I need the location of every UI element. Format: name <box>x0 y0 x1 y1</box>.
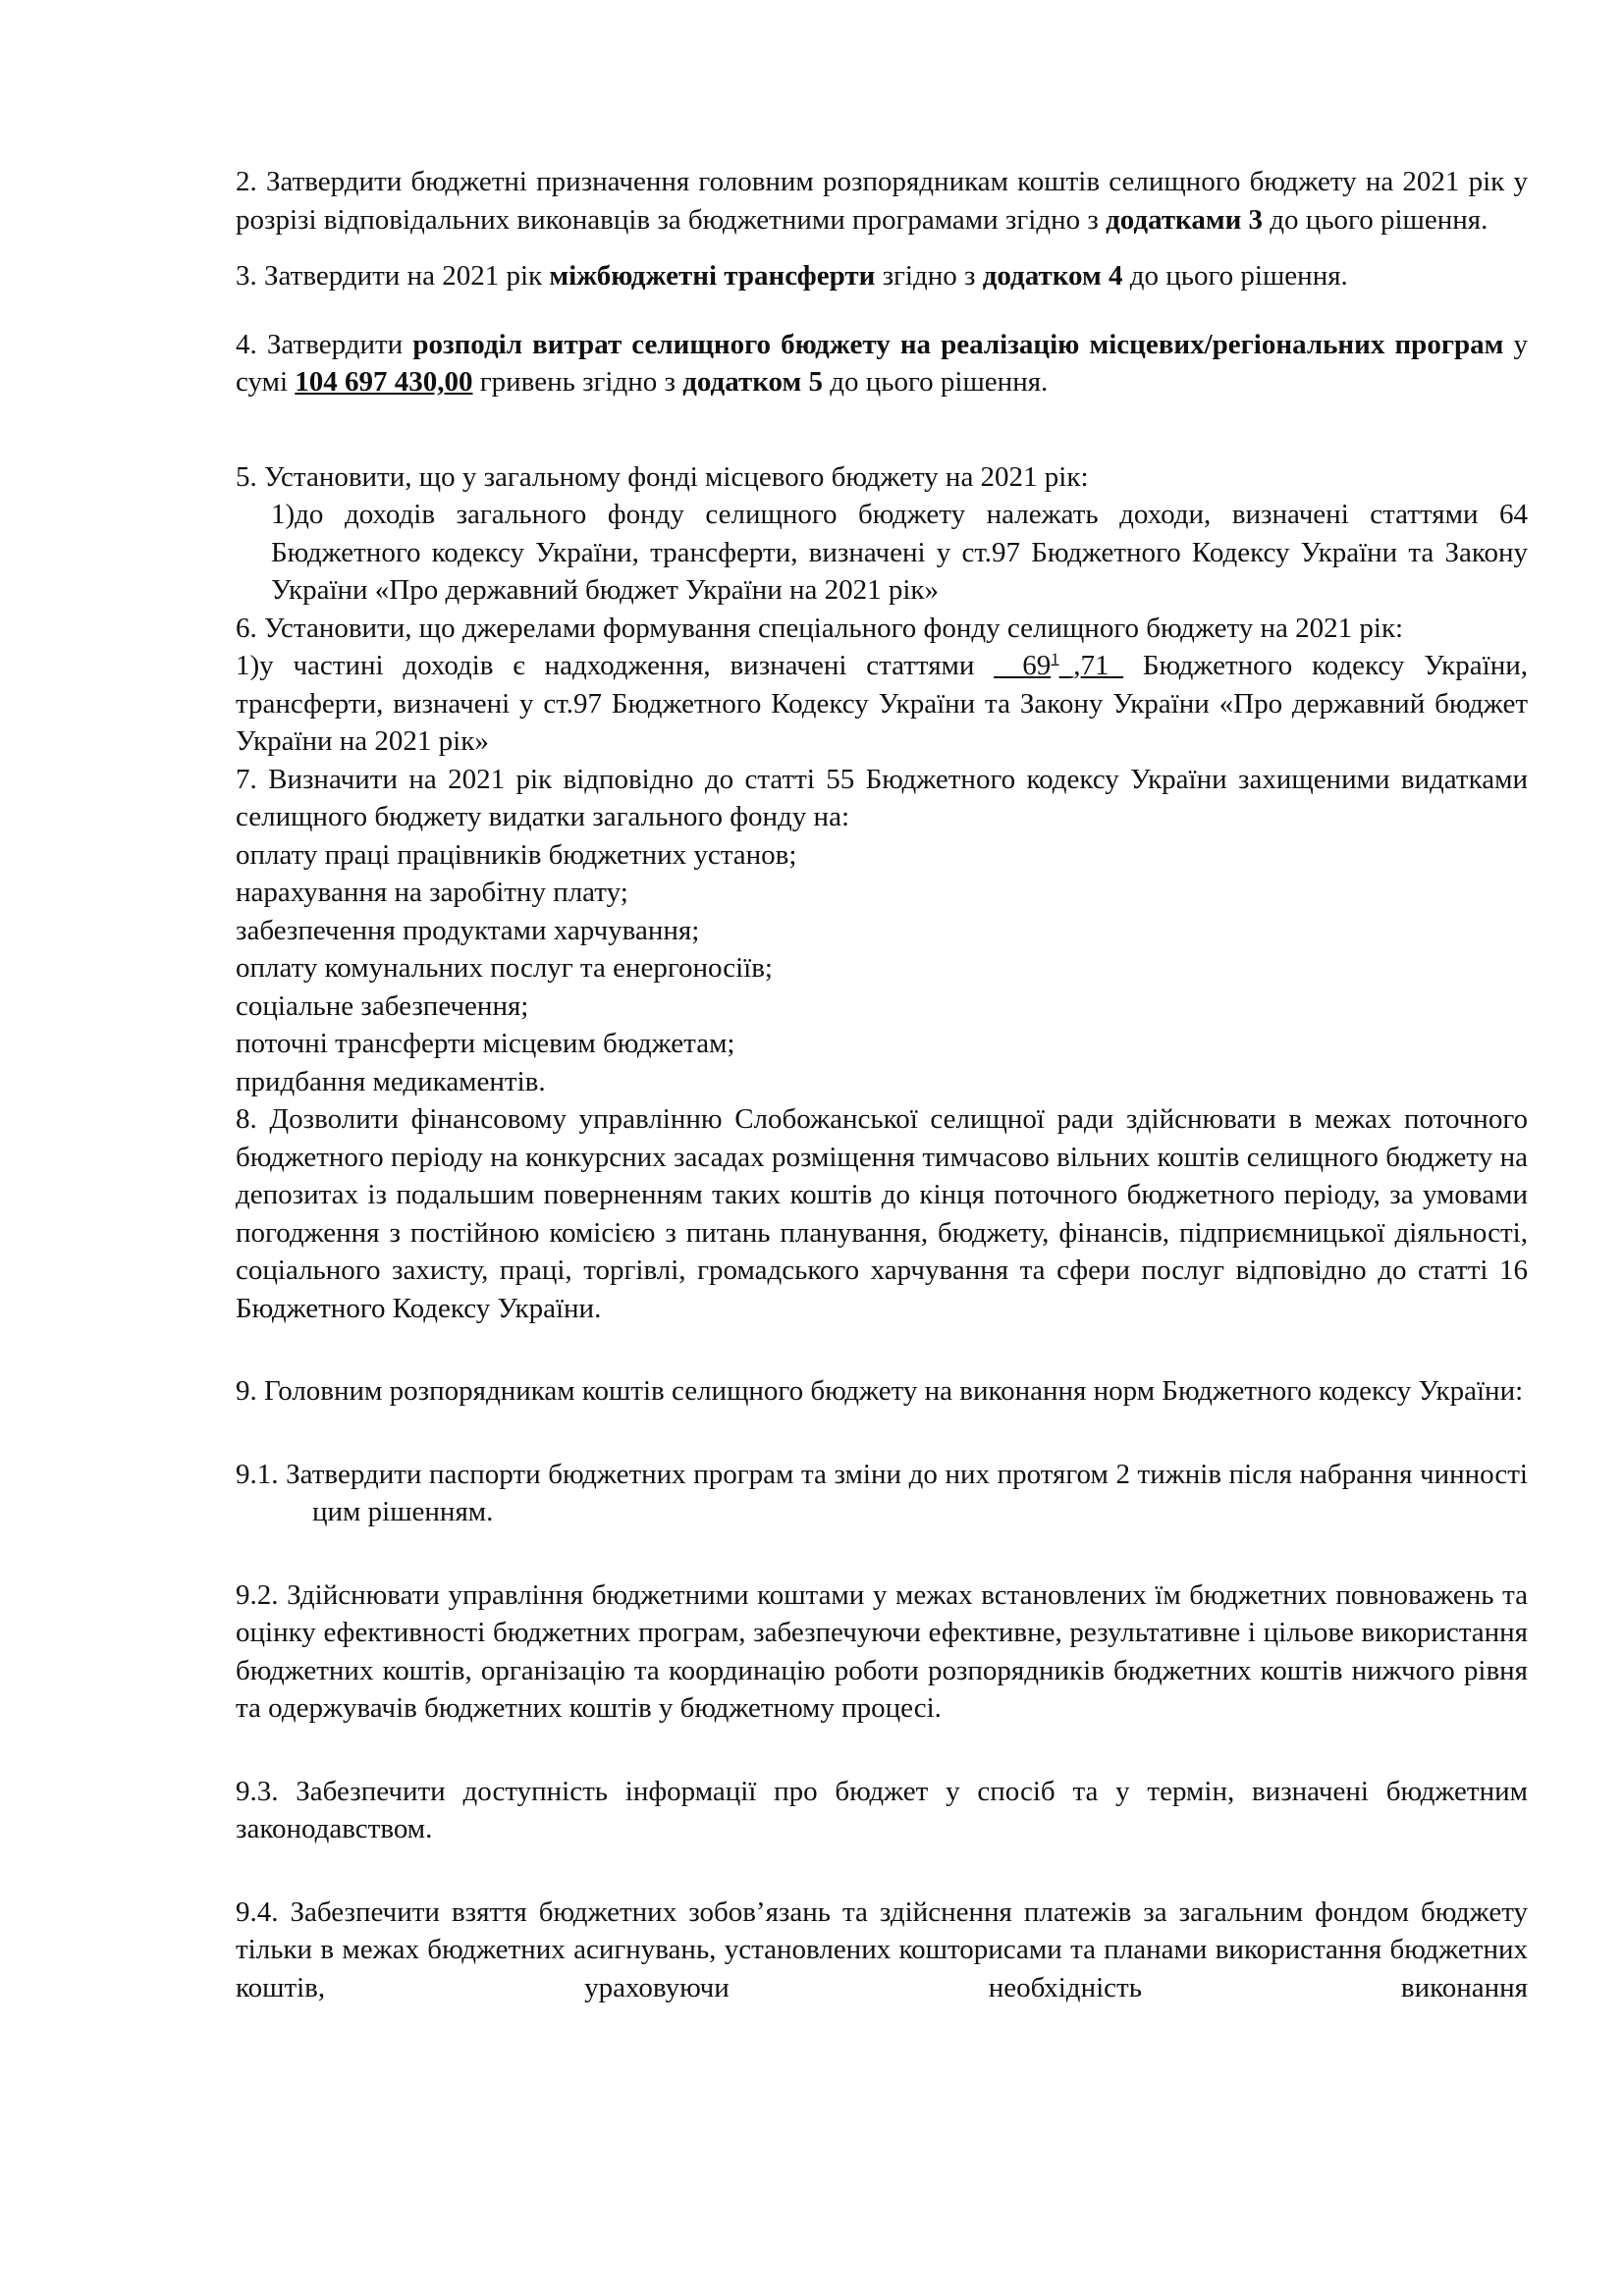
protected-item-3: забезпечення продуктами харчування; <box>236 914 700 946</box>
paragraph-2-bold: додатками 3 <box>1106 203 1264 236</box>
article-superscript: 1 <box>1051 649 1059 668</box>
paragraph-6-item-1 <box>236 647 1528 761</box>
protected-item-4: оплату комунальних послуг та енергоносіїв; <box>236 952 773 984</box>
paragraph-6-item-tail: Бюджетного кодексу України, трансферти, визначені у ст.97 Бюджетного Кодексу України та Закону України «Про державний бюджет України на 2021 рік» <box>236 650 1528 757</box>
document-page <box>236 163 1528 2006</box>
paragraph-9-2: 9.2. Здійснювати управління бюджетними коштами у межах встановлених їм бюджетних повноважень та оцінку ефективності бюджетних програм, забезпечуючи ефективне, результативне і цільове використання бюджетних коштів, організацію та координацію роботи розпорядників бюджетних коштів нижчого рівня та одержувачів бюджетних коштів у бюджетному процесі. <box>236 1578 1528 1724</box>
protected-item-5: соціальне забезпечення; <box>236 989 529 1022</box>
paragraph-4-mid: у сумі <box>236 328 1528 398</box>
paragraph-9-1: 9.1. Затвердити паспорти бюджетних програм та зміни до них протягом 2 тижнів після набрання чинності цим рішенням. <box>236 1458 1528 1527</box>
paragraph-8: 8. Дозволити фінансовому управлінню Слобожанської селищної ради здійснювати в межах поточного бюджетного періоду на конкурсних засадах розміщення тимчасово вільних коштів селищного бюджету на депозитах із подальшим поверненням таких коштів до кінця поточного бюджетного періоду, за умовами погодження з постійною комісією з питань планування, бюджету, фінансів, підприємницької діяльності, соціального захисту, праці, торгівлі, громадського харчування та сфери послуг відповідно до статті 16 Бюджетного Кодексу України. <box>236 1103 1528 1324</box>
paragraph-4-bold-annex: додатком 5 <box>682 366 823 398</box>
paragraph-4 <box>236 326 1528 401</box>
paragraph-3-bold-transfers: міжбюджетні трансферти <box>549 260 876 292</box>
paragraph-3-text: 3. Затвердити на 2021 рік <box>236 260 550 292</box>
paragraph-4-mid2: гривень згідно з <box>472 366 683 398</box>
protected-item-7: придбання медикаментів. <box>236 1065 546 1097</box>
paragraph-3-mid: згідно з <box>875 260 983 292</box>
paragraph-6-item-text: 1)у частині доходів є надходження, визначені статтями <box>236 650 995 681</box>
paragraph-7-heading: 7. Визначити на 2021 рік відповідно до статті 55 Бюджетного кодексу України захищеними видатками селищного бюджету видатки загального фонду на: <box>236 763 1528 832</box>
article-number-71: _,71_ <box>1058 650 1123 681</box>
paragraph-5-item-1: 1)до доходів загального фонду селищного бюджету належать доходи, визначені статтями 64 Бюджетного кодексу України, трансферти, визначені у ст.97 Бюджетного Кодексу України та Закону України «Про державний бюджет України на 2021 рік» <box>271 499 1528 606</box>
paragraph-2-text: 2. Затвердити бюджетні призначення головним розпорядникам коштів селищного бюджету на 2021 рік у розрізі відповідальних виконавців за бюджетними програмами згідно з <box>236 166 1528 236</box>
paragraph-2 <box>236 163 1528 239</box>
protected-item-1: оплату праці працівників бюджетних установ; <box>236 838 797 871</box>
paragraph-4-text: 4. Затвердити <box>236 328 413 360</box>
paragraph-9-4: 9.4. Забезпечити взяття бюджетних зобов’язань та здійснення платежів за загальним фондом бюджету тільки в межах бюджетних асигнувань, установлених кошторисами та планами використання бюджетних коштів, ураховуючи необхідність виконання <box>236 1896 1528 2003</box>
paragraph-3-bold-annex: додатком 4 <box>982 260 1123 292</box>
paragraph-3 <box>236 257 1528 295</box>
paragraph-4-bold-distribution: розподіл витрат селищного бюджету на реалізацію місцевих/регіональних програм <box>412 328 1504 360</box>
paragraph-2-tail: до цього рішення. <box>1263 203 1489 236</box>
paragraph-5-heading: 5. Установити, що у загальному фонді місцевого бюджету на 2021 рік: <box>236 460 1089 493</box>
paragraph-9-heading: 9. Головним розпорядникам коштів селищного бюджету на виконання норм Бюджетного кодексу України: <box>236 1375 1524 1407</box>
protected-item-2: нарахування на заробітну плату; <box>236 877 628 908</box>
paragraph-4-tail: до цього рішення. <box>823 366 1049 398</box>
paragraph-4-amount: 104 697 430,00 <box>295 366 473 398</box>
paragraph-9-3: 9.3. Забезпечити доступність інформації про бюджет у спосіб та у термін, визначені бюджетним законодавством. <box>236 1775 1528 1844</box>
article-number-69: __69 <box>994 650 1052 681</box>
protected-item-6: поточні трансферти місцевим бюджетам; <box>236 1028 735 1059</box>
paragraph-3-tail: до цього рішення. <box>1122 260 1348 292</box>
paragraph-6-heading: 6. Установити, що джерелами формування спеціального фонду селищного бюджету на 2021 рік: <box>236 612 1404 644</box>
